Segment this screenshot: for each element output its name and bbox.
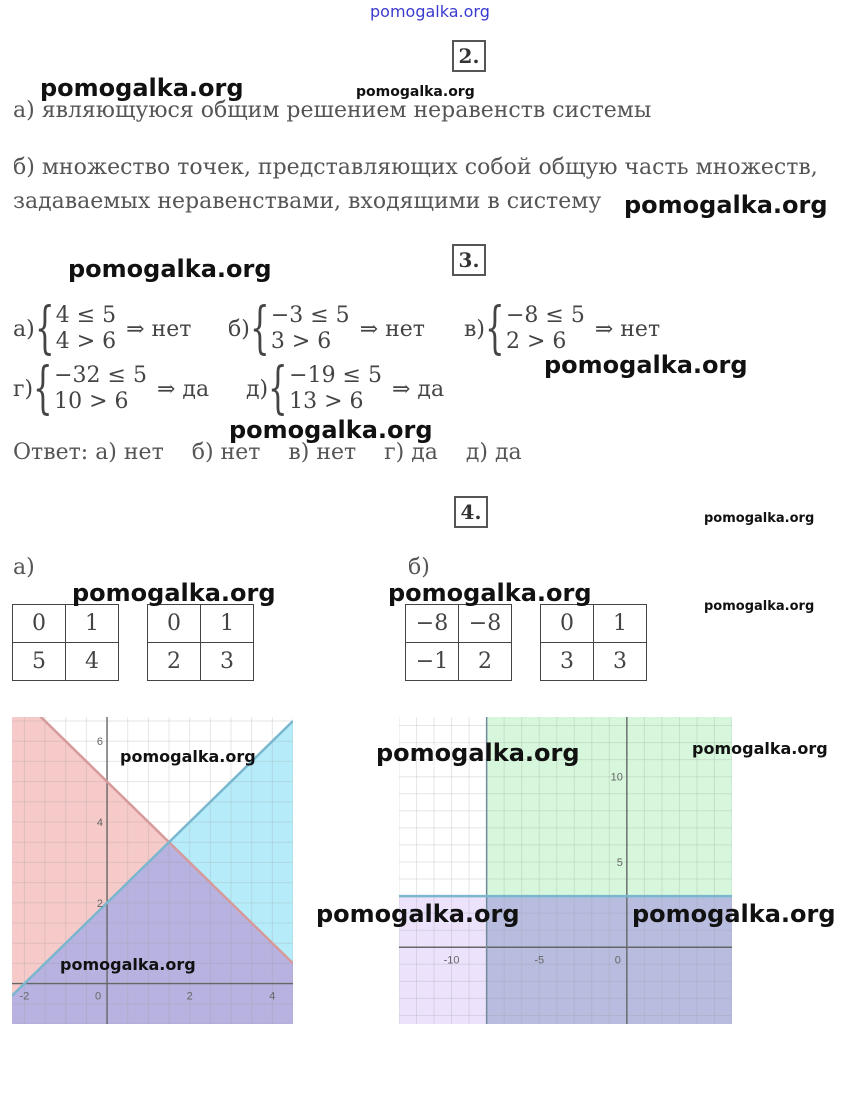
x-tick-label: -10 (443, 954, 460, 967)
system-top: 4 ≤ 5 (55, 303, 117, 328)
brace-icon: { (33, 356, 53, 421)
watermark: pomogalka.org (544, 351, 748, 379)
system-label: в) (464, 316, 485, 342)
system-bottom: 4 > 6 (55, 329, 117, 354)
brace-icon: { (249, 296, 270, 361)
table-cell: 0 (541, 605, 594, 643)
table-cell: 5 (13, 643, 66, 681)
x-tick-label: -2 (19, 990, 30, 1003)
watermark: pomogalka.org (692, 739, 828, 758)
system-bottom: 10 > 6 (54, 389, 129, 414)
system-label: д) (246, 376, 269, 402)
watermark: pomogalka.org (68, 255, 272, 283)
system-result: ⇒ нет (126, 316, 192, 342)
section-3-answer: Ответ: а) нет б) нет в) нет г) да д) да (13, 440, 522, 465)
system-top: −19 ≤ 5 (289, 363, 382, 388)
section-4-number: 4. (454, 496, 488, 528)
watermark: pomogalka.org (388, 579, 592, 607)
value-table-2 (147, 604, 254, 681)
x-tick-label: -5 (534, 954, 545, 967)
value-table-3 (405, 604, 512, 681)
table-cell: 4 (66, 643, 119, 681)
watermark: pomogalka.org (229, 416, 433, 444)
table-cell: 3 (201, 643, 254, 681)
table-cell: 2 (459, 643, 512, 681)
watermark: pomogalka.org (40, 74, 244, 102)
y-tick-label: 10 (610, 771, 623, 784)
y-tick-label: 2 (96, 897, 104, 910)
table-cell: −8 (459, 605, 512, 643)
system-v (464, 296, 661, 361)
system-top: −3 ≤ 5 (270, 303, 350, 328)
brace-icon: { (484, 296, 505, 361)
table-cell: 3 (541, 643, 594, 681)
table-cell: 1 (594, 605, 647, 643)
watermark: pomogalka.org (624, 191, 828, 219)
watermark: pomogalka.org (72, 579, 276, 607)
system-label: г) (13, 376, 34, 402)
table-cell: 1 (201, 605, 254, 643)
watermark: pomogalka.org (376, 739, 580, 767)
system-result: ⇒ нет (359, 316, 425, 342)
system-result: ⇒ нет (594, 316, 661, 342)
section-2-line-b2: задаваемых неравенствами, входящими в систему (13, 189, 602, 214)
x-tick-label: 4 (269, 990, 276, 1003)
system-result: ⇒ да (156, 376, 210, 402)
y-tick-label: 6 (96, 736, 104, 749)
system-label: б) (228, 316, 250, 342)
section-2-number: 2. (452, 40, 486, 72)
system-bottom: 13 > 6 (289, 389, 364, 414)
section-2-line-a: а) являющуюся общим решением неравенств системы (13, 98, 652, 123)
system-top: −8 ≤ 5 (505, 303, 585, 328)
y-tick-label: 5 (616, 856, 623, 869)
brace-icon: { (268, 356, 288, 421)
system-b (228, 296, 425, 361)
system-label: а) (13, 316, 35, 342)
section-4-label-a: а) (13, 555, 35, 580)
table-cell: −8 (406, 605, 459, 643)
value-table-1 (12, 604, 119, 681)
watermark: pomogalka.org (356, 84, 475, 100)
x-tick-label: 0 (614, 954, 621, 967)
watermark: pomogalka.org (704, 599, 815, 614)
site-header[interactable]: pomogalka.org (370, 2, 490, 21)
watermark: pomogalka.org (632, 900, 836, 928)
system-bottom: 3 > 6 (270, 329, 332, 354)
x-tick-label: 2 (186, 990, 193, 1003)
system-bottom: 2 > 6 (505, 329, 567, 354)
section-2-line-b1: б) множество точек, представляющих собой общую часть множеств, (13, 155, 818, 180)
system-d (246, 356, 445, 421)
system-g (13, 356, 210, 421)
watermark: pomogalka.org (60, 955, 196, 974)
watermark: pomogalka.org (704, 511, 815, 526)
section-4-label-b: б) (408, 555, 430, 580)
section-3-number: 3. (452, 244, 486, 276)
system-top: −32 ≤ 5 (54, 363, 147, 388)
table-cell: −1 (406, 643, 459, 681)
system-a (13, 296, 192, 361)
table-cell: 0 (13, 605, 66, 643)
system-result: ⇒ да (392, 376, 445, 402)
table-cell: 1 (66, 605, 119, 643)
table-cell: 2 (148, 643, 201, 681)
brace-icon: { (34, 296, 55, 361)
value-table-4 (540, 604, 647, 681)
x-tick-label: 0 (94, 990, 102, 1003)
y-tick-label: 4 (96, 817, 104, 830)
watermark: pomogalka.org (120, 747, 256, 766)
watermark: pomogalka.org (316, 900, 520, 928)
table-cell: 0 (148, 605, 201, 643)
table-cell: 3 (594, 643, 647, 681)
